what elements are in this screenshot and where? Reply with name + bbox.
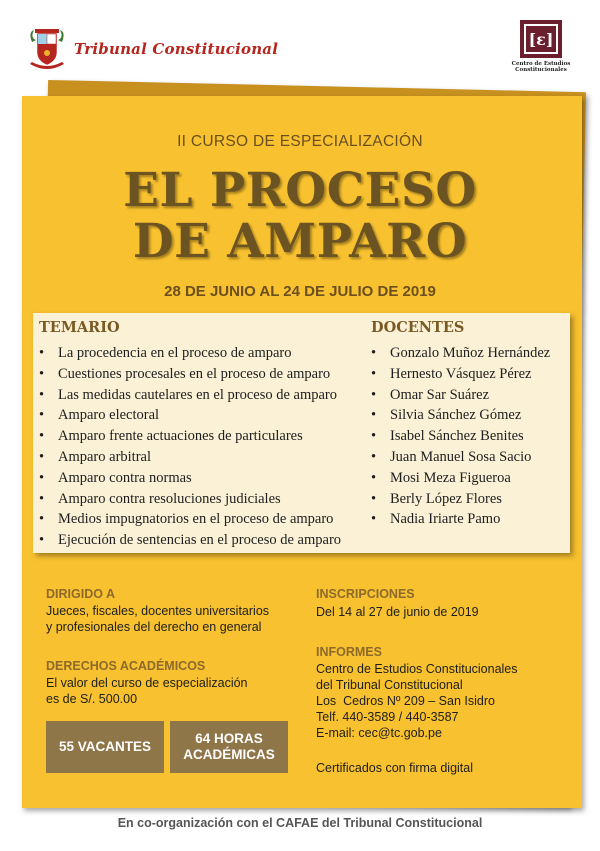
inscripciones-heading: INSCRIPCIONES: [316, 587, 415, 601]
course-title-line1: EL PROCESO: [123, 163, 477, 218]
course-title-line2: DE AMPARO: [132, 214, 468, 269]
horas-badge: [170, 721, 288, 773]
docente-item: • Omar Sar Suárez: [371, 385, 550, 406]
docente-item: • Silvia Sánchez Gómez: [371, 405, 550, 426]
course-subtitle: II CURSO DE ESPECIALIZACIÓN: [177, 133, 423, 150]
docentes-heading: DOCENTES: [371, 319, 465, 336]
vacantes-badge: [46, 721, 164, 773]
temario-item: • Amparo contra normas: [39, 468, 341, 489]
temario-item: • Amparo electoral: [39, 405, 341, 426]
docente-item: • Hernesto Vásquez Pérez: [371, 364, 550, 385]
inscripciones-text: Del 14 al 27 de junio de 2019: [316, 605, 479, 619]
docente-item: • Berly López Flores: [371, 489, 550, 510]
horas-line1: 64 HORAS: [195, 731, 263, 746]
informes-email: E-mail: cec@tc.gob.pe: [316, 726, 442, 740]
docente-item: • Mosi Meza Figueroa: [371, 468, 550, 489]
informes-heading: INFORMES: [316, 645, 382, 659]
docente-item: • Juan Manuel Sosa Sacio: [371, 447, 550, 468]
temario-item: • Amparo contra resoluciones judiciales: [39, 489, 341, 510]
cec-logo-icon: [ɛ]: [520, 20, 562, 58]
syllabus-panel: [33, 313, 570, 553]
informes-phone: Telf. 440-3589 / 440-3587: [316, 710, 459, 724]
tribunal-name: Tribunal Constitucional: [74, 40, 279, 58]
docente-item: • Isabel Sánchez Benites: [371, 426, 550, 447]
temario-list: [39, 343, 341, 551]
temario-item: • Amparo arbitral: [39, 447, 341, 468]
temario-item: • Las medidas cautelares en el proceso de amparo: [39, 385, 341, 406]
vacantes-label: 55 VACANTES: [58, 739, 152, 754]
temario-item: • La procedencia en el proceso de amparo: [39, 343, 341, 364]
co-organization-footer: En co-organización con el CAFAE del Tribunal Constitucional: [117, 816, 483, 830]
course-dates: 28 DE JUNIO AL 24 DE JULIO DE 2019: [164, 283, 436, 300]
informes-line: Los Cedros Nº 209 – San Isidro: [316, 694, 495, 708]
docente-item: • Gonzalo Muñoz Hernández: [371, 343, 550, 364]
peru-coat-of-arms-icon: [26, 26, 68, 72]
cec-logo-text: Centro de Estudios Constitucionales: [511, 61, 571, 73]
informes-line: Centro de Estudios Constitucionales: [316, 662, 518, 676]
tribunal-header: [26, 26, 278, 72]
informes-line: del Tribunal Constitucional: [316, 678, 463, 692]
cec-logo-block: [505, 20, 577, 73]
docente-item: • Nadia Iriarte Pamo: [371, 509, 550, 530]
temario-item: • Medios impugnatorios en el proceso de amparo: [39, 509, 341, 530]
derechos-heading: DERECHOS ACADÉMICOS: [46, 659, 206, 673]
derechos-line2: es de S/. 500.00: [46, 692, 138, 706]
dirigido-line2: y profesionales del derecho en general: [46, 620, 262, 634]
temario-item: • Amparo frente actuaciones de particulares: [39, 426, 341, 447]
temario-item: • Ejecución de sentencias en el proceso de amparo: [39, 530, 341, 551]
temario-item: • Cuestiones procesales en el proceso de amparo: [39, 364, 341, 385]
temario-heading: TEMARIO: [39, 319, 120, 336]
docentes-list: [371, 343, 550, 530]
horas-line2: ACADÉMICAS: [183, 747, 275, 762]
dirigido-heading: DIRIGIDO A: [46, 587, 115, 601]
certificados-note: Certificados con firma digital: [316, 761, 474, 775]
dirigido-line1: Jueces, fiscales, docentes universitarios: [46, 604, 270, 618]
derechos-line1: El valor del curso de especialización: [46, 676, 248, 690]
